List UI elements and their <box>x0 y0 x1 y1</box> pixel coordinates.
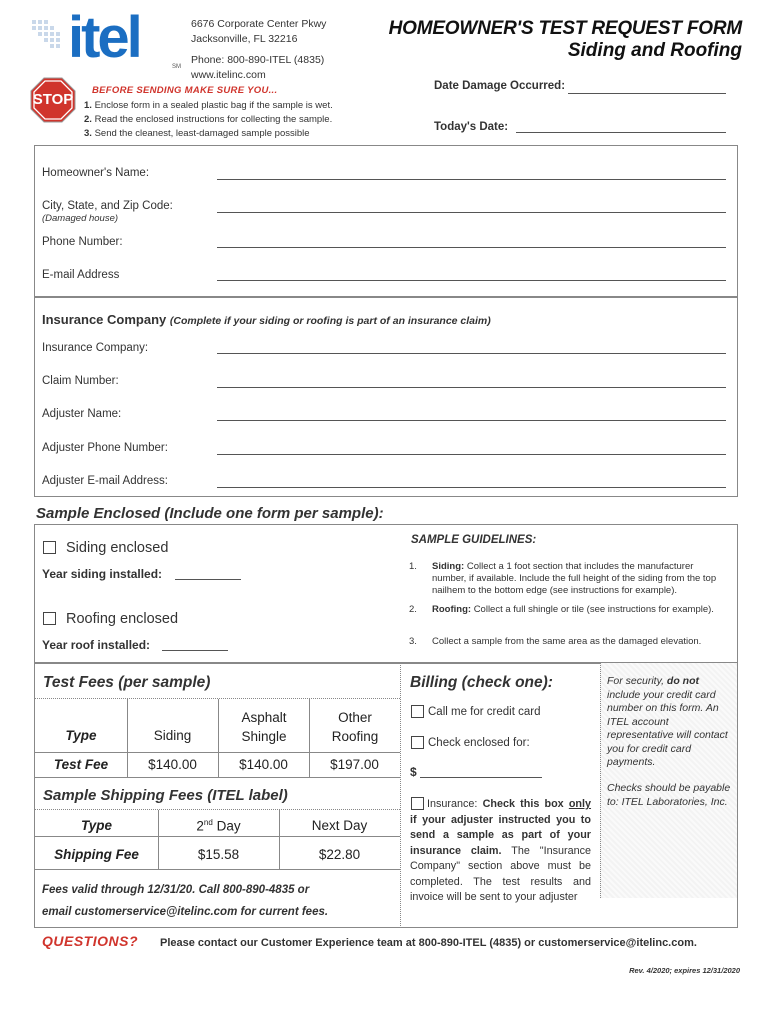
today-date-label: Today's Date: <box>434 121 509 133</box>
fee-header-type: Type <box>65 728 97 743</box>
before-sending-steps <box>84 99 333 141</box>
shipping-fees-table <box>35 810 400 870</box>
siding-enclosed-label: Siding enclosed <box>66 540 169 556</box>
step-item: 1. Enclose form in a sealed plastic bag if the sample is wet. <box>84 100 333 111</box>
before-sending-heading: BEFORE SENDING MAKE SURE YOU... <box>92 85 278 96</box>
insurance-heading-row <box>42 312 491 327</box>
adjuster-email-label: Adjuster E-mail Address: <box>42 475 168 487</box>
adjuster-name-field[interactable] <box>217 420 726 421</box>
roofing-checkbox[interactable] <box>43 612 56 625</box>
logo-sm: SM <box>172 64 181 70</box>
form-title: HOMEOWNER'S TEST REQUEST FORM <box>388 18 742 39</box>
guidelines-heading: SAMPLE GUIDELINES: <box>411 534 537 546</box>
phone-label: Phone Number: <box>42 236 123 248</box>
fee-header-other: Other Roofing <box>331 710 379 744</box>
test-fees-heading: Test Fees (per sample) <box>43 674 211 691</box>
guideline-item: 2. Roofing: Collect a full shingle or tile (see instructions for example). <box>409 604 714 615</box>
fee-header-asphalt: Asphalt Shingle <box>241 710 287 744</box>
claim-number-field[interactable] <box>217 387 726 388</box>
insurance-note: (Complete if your siding or roofing is part of an insurance claim) <box>169 315 491 327</box>
test-fee-siding: $140.00 <box>148 757 197 772</box>
adjuster-phone-field[interactable] <box>217 454 726 455</box>
ship-header-2nd-day: 2nd Day <box>196 818 241 834</box>
form-subtitle: Siding and Roofing <box>567 40 742 61</box>
shipping-fee-2nd: $15.58 <box>197 847 240 862</box>
shipping-fee-label: Shipping Fee <box>54 847 139 862</box>
logo-text: itel <box>68 5 140 70</box>
adjuster-name-label: Adjuster Name: <box>42 408 122 420</box>
questions-label: QUESTIONS? <box>42 933 139 949</box>
date-damage-field[interactable] <box>568 93 726 94</box>
step-item: 2. Read the enclosed instructions for collecting the sample. <box>84 114 333 125</box>
claim-number-label: Claim Number: <box>42 375 119 387</box>
logo <box>30 5 185 74</box>
adjuster-email-field[interactable] <box>217 487 726 488</box>
call-me-checkbox[interactable] <box>411 705 424 718</box>
guideline-item: 3. Collect a sample from the same area as the damaged elevation. <box>409 636 702 647</box>
city-label: City, State, and Zip Code: <box>42 200 173 212</box>
test-fee-asphalt: $140.00 <box>239 757 288 772</box>
ship-header-next-day: Next Day <box>311 818 368 833</box>
phone-field[interactable] <box>217 247 726 248</box>
company-address <box>191 17 326 83</box>
test-fees-table <box>35 699 400 779</box>
fees-valid-note: Fees valid through 12/31/20. Call 800-890-4835 or email customerservice@itelinc.com for current fees. <box>42 884 329 918</box>
homeowner-name-field[interactable] <box>217 179 726 180</box>
insurance-company-label: Insurance Company: <box>42 342 149 354</box>
check-enclosed-label: Check enclosed for: <box>428 737 530 749</box>
homeowner-name-label: Homeowner's Name: <box>42 167 150 179</box>
email-field[interactable] <box>217 280 726 281</box>
roofing-enclosed-label: Roofing enclosed <box>66 611 179 627</box>
test-fee-other: $197.00 <box>330 757 379 772</box>
insurance-heading: Insurance Company <box>42 312 167 327</box>
questions-text: Please contact our Customer Experience team at 800-890-ITEL (4835) or customerservice@itelinc.com. <box>160 937 697 949</box>
address-line2: Jacksonville, FL 32216 <box>191 33 298 45</box>
roof-year-field[interactable] <box>162 650 228 651</box>
check-enclosed-checkbox[interactable] <box>411 736 424 749</box>
dollar-sign: $ <box>410 765 417 779</box>
test-fee-label: Test Fee <box>53 757 109 772</box>
adjuster-phone-label: Adjuster Phone Number: <box>42 442 168 454</box>
roof-year-label: Year roof installed: <box>42 638 151 652</box>
fees-divider <box>400 662 401 926</box>
revision-note: Rev. 4/2020; expires 12/31/2020 <box>629 966 740 975</box>
ship-header-type: Type <box>80 818 112 833</box>
siding-year-field[interactable] <box>175 579 241 580</box>
shipping-fees-heading: Sample Shipping Fees (ITEL label) <box>43 787 288 804</box>
stop-sign-icon <box>30 77 76 123</box>
date-damage-label: Date Damage Occurred: <box>434 80 566 92</box>
city-note: (Damaged house) <box>42 213 119 224</box>
address-line1: 6676 Corporate Center Pkwy <box>191 18 327 30</box>
email-label: E-mail Address <box>42 269 120 281</box>
siding-year-label: Year siding installed: <box>42 567 163 581</box>
company-website[interactable]: www.itelinc.com <box>191 69 266 81</box>
city-field[interactable] <box>217 212 726 213</box>
insurance-section <box>34 297 738 497</box>
insurance-company-field[interactable] <box>217 353 726 354</box>
insurance-billing-text: Insurance: Check this box only if your adjuster instructed you to send a sample as part of your insurance claim. The "Insurance Company" section above must be completed. The test results and invoice will be sent to your adjuster <box>410 798 592 903</box>
security-note: For security, do not include your credit card number on this form. An ITEL account representative will contact you for credit card payments. <box>607 675 728 768</box>
billing-heading: Billing (check one): <box>410 674 553 691</box>
guideline-item: 1. Siding: Collect a 1 foot section that includes the manufacturer number, if available. Include the full height of the siding from the top nailhem to the bottom edge (see instructions for example). <box>409 561 717 596</box>
check-amount-field[interactable] <box>420 777 542 778</box>
call-me-label: Call me for credit card <box>428 706 541 718</box>
stop-text: STOP <box>32 91 74 108</box>
fee-header-siding: Siding <box>153 728 192 743</box>
shipping-fee-next: $22.80 <box>318 847 361 862</box>
sample-heading: Sample Enclosed (Include one form per sample): <box>36 505 384 522</box>
today-date-field[interactable] <box>516 132 726 133</box>
step-item: 3. Send the cleanest, least-damaged sample possible <box>84 128 310 139</box>
siding-checkbox[interactable] <box>43 541 56 554</box>
company-phone: Phone: 800-890-ITEL (4835) <box>191 54 325 66</box>
checks-payable-note: Checks should be payable to: ITEL Laboratories, Inc. <box>607 782 731 808</box>
